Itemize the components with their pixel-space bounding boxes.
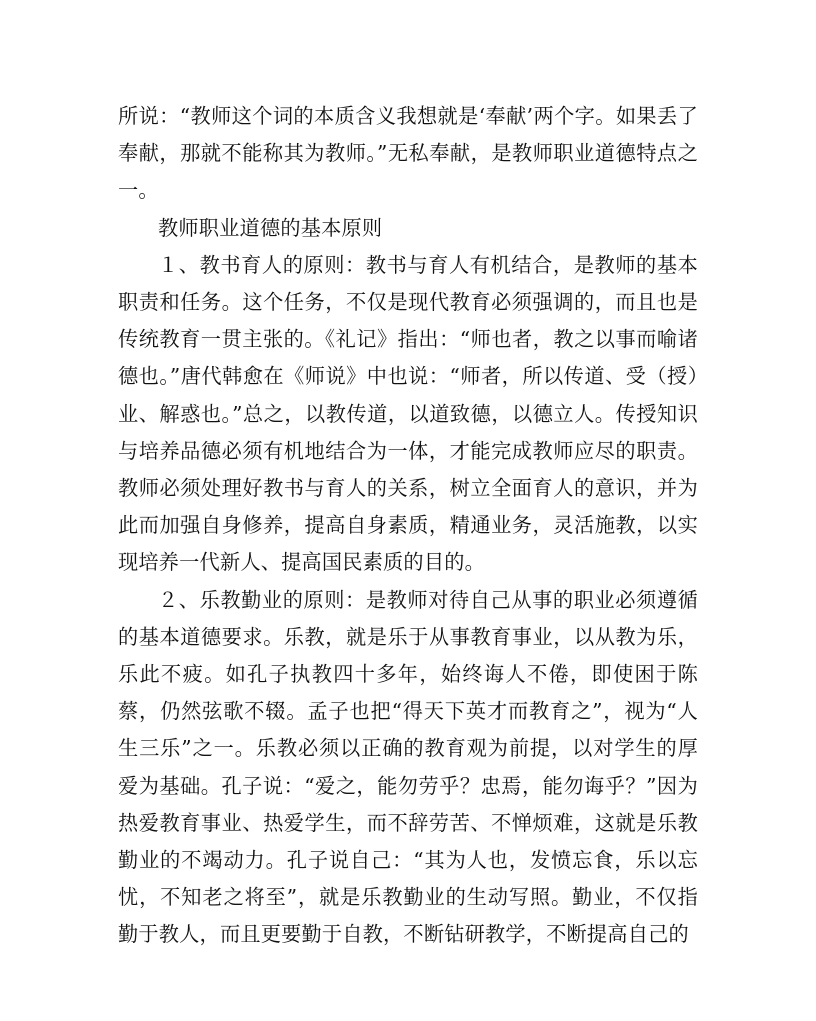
paragraph-principle-2: ２、乐教勤业的原则：是教师对待自己从事的职业必须遵循的基本道德要求。乐教，就是乐于从事教育事业，以从教为乐，乐此不疲。如孔子执教四十多年，始终诲人不倦，即使困于陈蔡，仍然弦歌不辍。孟子也把“得天下英才而教育之”，视为“人生三乐”之一。乐教必须以正确的教育观为前提，以对学生的厚爱为基础。孔子说：“爱之，能勿劳乎？忠焉，能勿诲乎？”因为热爱教育事业、热爱学生，而不辞劳苦、不惮烦难，这就是乐教勤业的不竭动力。孔子说自己：“其为人也，发愤忘食，乐以忘忧，不知老之将至”，就是乐教勤业的生动写照。勤业，不仅指勤于教人，而且更要勤于自教，不断钻研教学，不断提高自己的 xyxy=(118,587,698,947)
document-body xyxy=(118,98,698,954)
paragraph-continuation: 所说：“教师这个词的本质含义我想就是‘奉献’两个字。如果丢了奉献，那就不能称其为教师。”无私奉献，是教师职业道德特点之一。 xyxy=(118,104,698,203)
paragraph-principle-1: １、教书育人的原则：教书与育人有机结合，是教师的基本职责和任务。这个任务，不仅是现代教育必须强调的，而且也是传统教育一贯主张的。《礼记》指出：“师也者，教之以事而喻诸德也。”唐代韩愈在《师说》中也说：“师者，所以传道、受（授）业、解惑也。”总之，以教传道，以道致德，以德立人。传授知识与培养品德必须有机地结合为一体，才能完成教师应尽的职责。教师必须处理好教书与育人的关系，树立全面育人的意识，并为此而加强自身修养，提高自身素质，精通业务，灵活施教，以实现培养一代新人、提高国民素质的目的。 xyxy=(118,252,698,575)
section-heading: 教师职业道德的基本原则 xyxy=(158,215,383,240)
